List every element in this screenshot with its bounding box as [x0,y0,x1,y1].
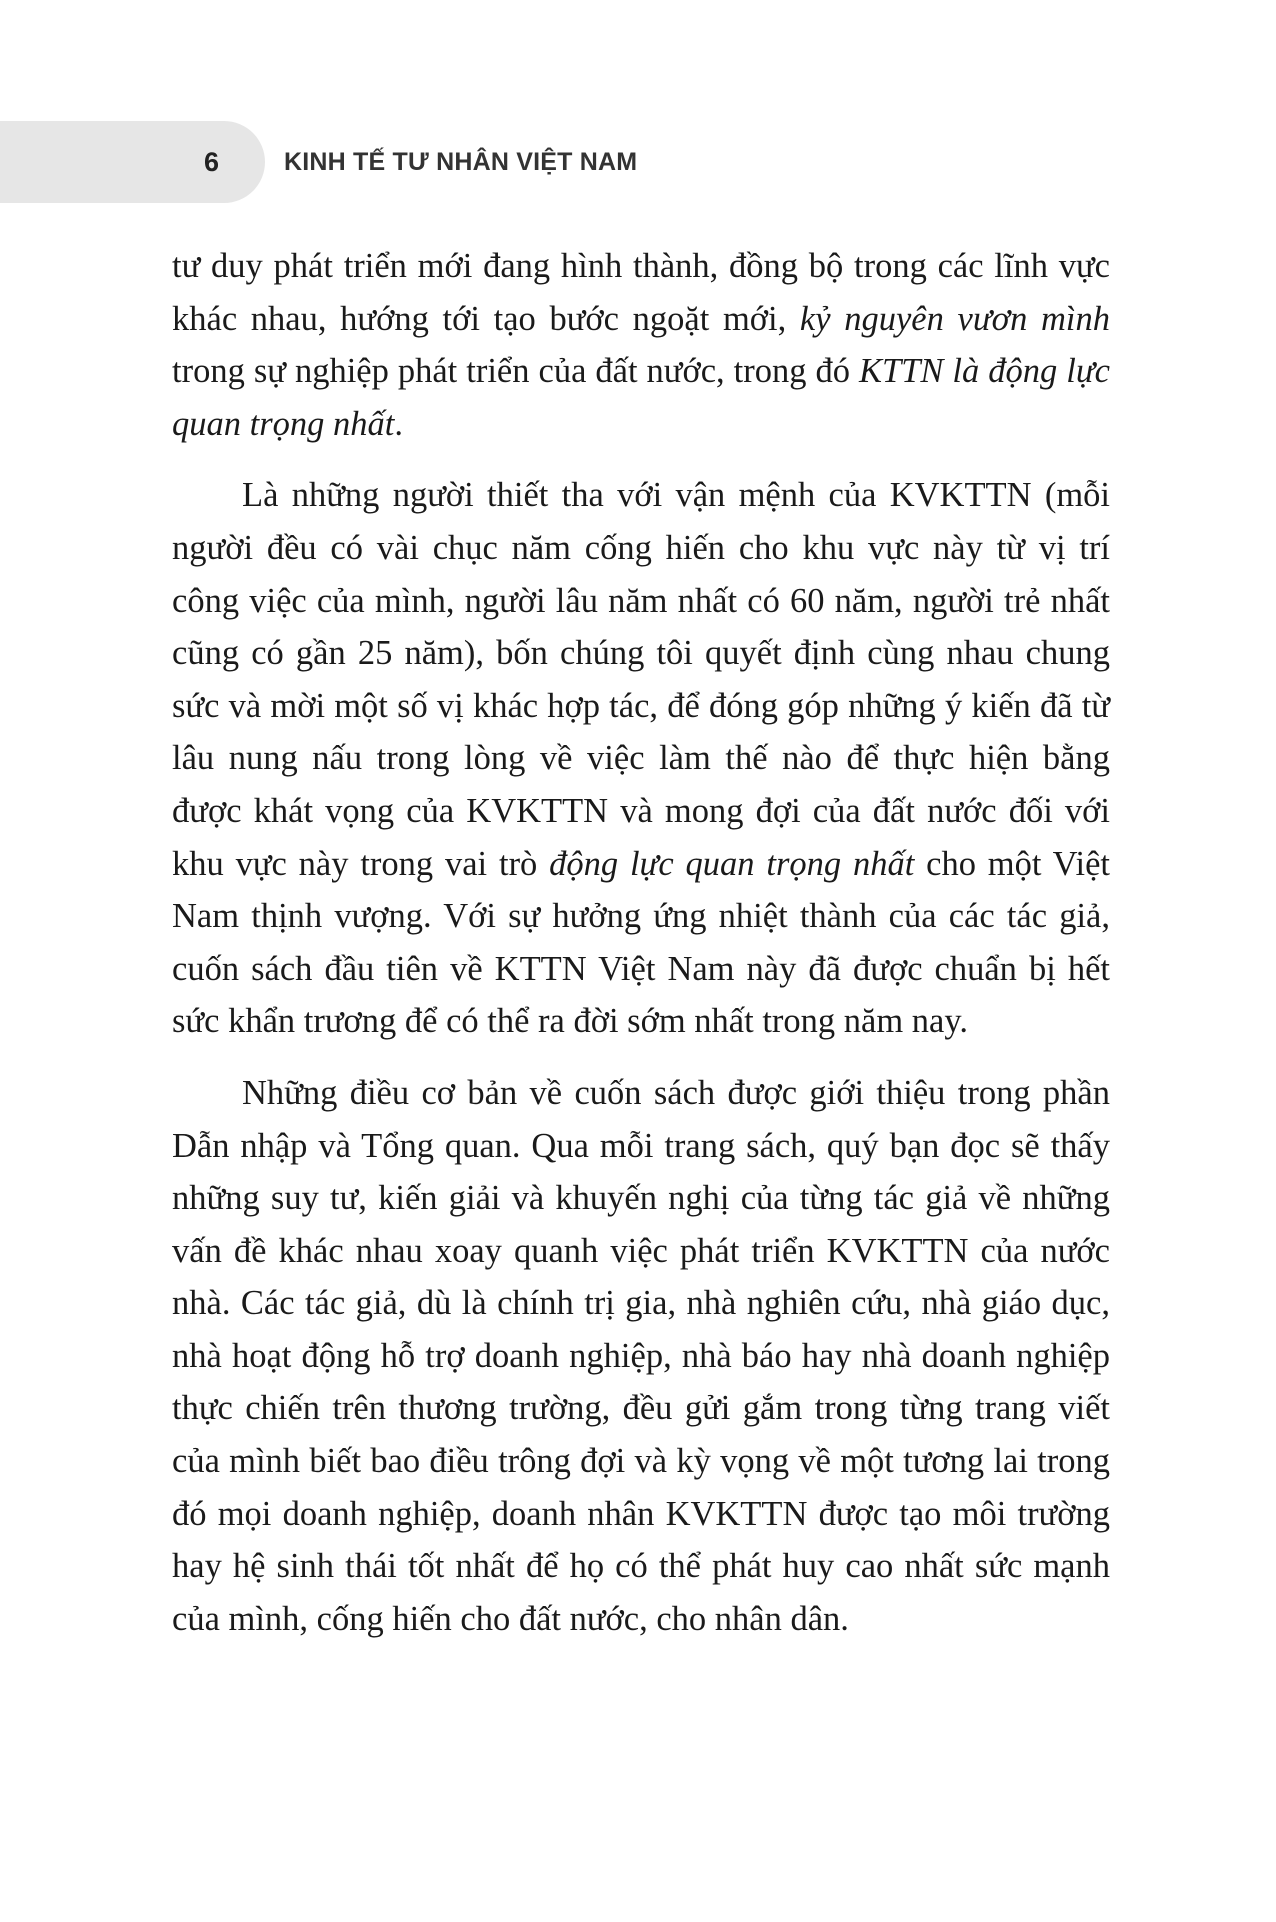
paragraph-1-text-1: tư duy phát triển mới đang hình thành, đồng bộ trong các lĩnh vực khác nhau, hướng tới tạo bước ngoặt mới, [172,247,1110,338]
paragraph-1-italic-phrase-2: KTTN là động lực quan trọng nhất [172,352,1110,443]
page-number: 6 [204,147,220,177]
running-title: KINH TẾ TƯ NHÂN VIỆT NAM [284,148,638,176]
paragraph-1-italic-phrase-1: kỷ nguyên vươn mình [799,299,1110,338]
paragraph-1-text-2: trong sự nghiệp phát triển của đất nước, trong đó [172,352,860,391]
paragraph-1-text-3: . [394,404,403,443]
paragraph-3 [172,1067,1110,1646]
page-header-tab [0,121,265,203]
paragraph-2-text-1: Là những người thiết tha với vận mệnh của KVKTTN (mỗi người đều có vài chục năm cống hiến cho khu vực này từ vị trí công việc của mình, người lâu năm nhất có 60 năm, người trẻ nhất cũng có gần 25 năm), bốn chúng tôi quyết định cùng nhau chung sức và mời một số vị khác hợp tác, để đóng góp những ý kiến đã từ lâu nung nấu trong lòng về việc làm thế nào để thực hiện bằng được khát vọng của KVKTTN và mong đợi của đất nước đối với khu vực này trong vai trò [172,476,1110,883]
paragraph-2-italic-phrase: động lực quan trọng nhất [549,844,915,883]
paragraph-2-text-2: cho một Việt Nam thịnh vượng. Với sự hưởng ứng nhiệt thành của các tác giả, cuốn sách đầu tiên về KTTN Việt Nam này đã được chuẩn bị hết sức khẩn trương để có thể ra đời sớm nhất trong năm nay. [172,844,1111,1041]
paragraph-3-text: Những điều cơ bản về cuốn sách được giới thiệu trong phần Dẫn nhập và Tổng quan. Qua mỗi trang sách, quý bạn đọc sẽ thấy những suy tư, kiến giải và khuyến nghị của từng tác giả về những vấn đề khác nhau xoay quanh việc phát triển KVKTTN của nước nhà. Các tác giả, dù là chính trị gia, nhà nghiên cứu, nhà giáo dục, nhà hoạt động hỗ trợ doanh nghiệp, nhà báo hay nhà doanh nghiệp thực chiến trên thương trường, đều gửi gắm trong từng trang viết của mình biết bao điều trông đợi và kỳ vọng về một tương lai trong đó mọi doanh nghiệp, doanh nhân KVKTTN được tạo môi trường hay hệ sinh thái tốt nhất để họ có thể phát huy cao nhất sức mạnh của mình, cống hiến cho đất nước, cho nhân dân. [172,1073,1110,1638]
paragraph-2 [172,469,1110,1048]
body-text [172,240,1110,1664]
paragraph-1 [172,240,1110,450]
